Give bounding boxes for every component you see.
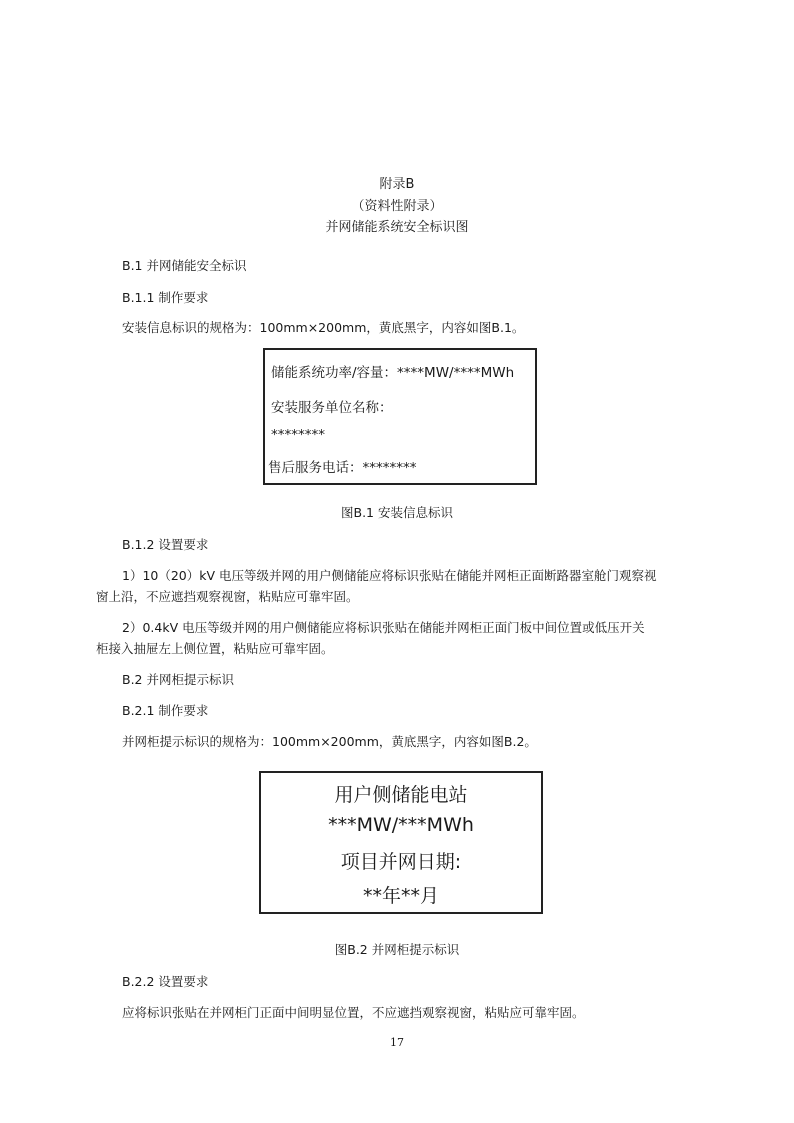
appendix-title: 附录B [379,177,415,192]
figure-b2-line2: ***MW/***MWh [328,814,474,836]
figure-b1-line3: ******** [271,427,325,443]
section-b11-text: 安装信息标识的规格为：100mm×200mm，黄底黑字，内容如图B.1。 [122,320,525,335]
appendix-heading: 并网储能系统安全标识图 [325,220,469,235]
figure-b1-line4: 售后服务电话：******** [268,460,417,476]
section-b2-heading: B.2 并网柜提示标识 [122,672,234,687]
section-b12-p1-line1: 1）10（20）kV 电压等级并网的用户侧储能应将标识张贴在储能并网柜正面断路器室舱门观察视 [122,568,657,583]
appendix-subtitle: （资料性附录） [351,199,443,214]
section-b1-heading: B.1 并网储能安全标识 [122,258,247,273]
figure-b1-line2: 安装服务单位名称： [271,400,393,416]
figure-b2-sign [259,771,543,914]
section-b12-p2-line1: 2）0.4kV 电压等级并网的用户侧储能应将标识张贴在储能并网柜正面门板中间位置或低压开关 [122,620,645,635]
figure-b1-line1: 储能系统功率/容量：****MW/****MWh [271,365,515,381]
figure-b1-caption: 图B.1 安装信息标识 [341,505,453,520]
figure-b2-line3: 项目并网日期: [340,851,462,873]
section-b21-heading: B.2.1 制作要求 [122,703,209,718]
section-b12-p2-line2: 柜接入抽屉左上侧位置，粘贴应可靠牢固。 [96,641,334,656]
section-b22-heading: B.2.2 设置要求 [122,974,209,989]
section-b22-text: 应将标识张贴在并网柜门正面中间明显位置，不应遮挡观察视窗，粘贴应可靠牢固。 [122,1005,585,1020]
figure-b2-line1: 用户侧储能电站 [334,784,468,806]
section-b21-text: 并网柜提示标识的规格为：100mm×200mm，黄底黑字，内容如图B.2。 [122,734,537,749]
figure-b1-sign [263,348,537,485]
figure-b2-caption: 图B.2 并网柜提示标识 [334,942,460,957]
section-b11-heading: B.1.1 制作要求 [122,290,209,305]
page-number: 17 [390,1036,404,1049]
section-b12-p1-line2: 窗上沿，不应遮挡观察视窗，粘贴应可靠牢固。 [96,589,359,604]
section-b12-heading: B.1.2 设置要求 [122,537,209,552]
figure-b2-line4: **年**月 [362,885,439,907]
